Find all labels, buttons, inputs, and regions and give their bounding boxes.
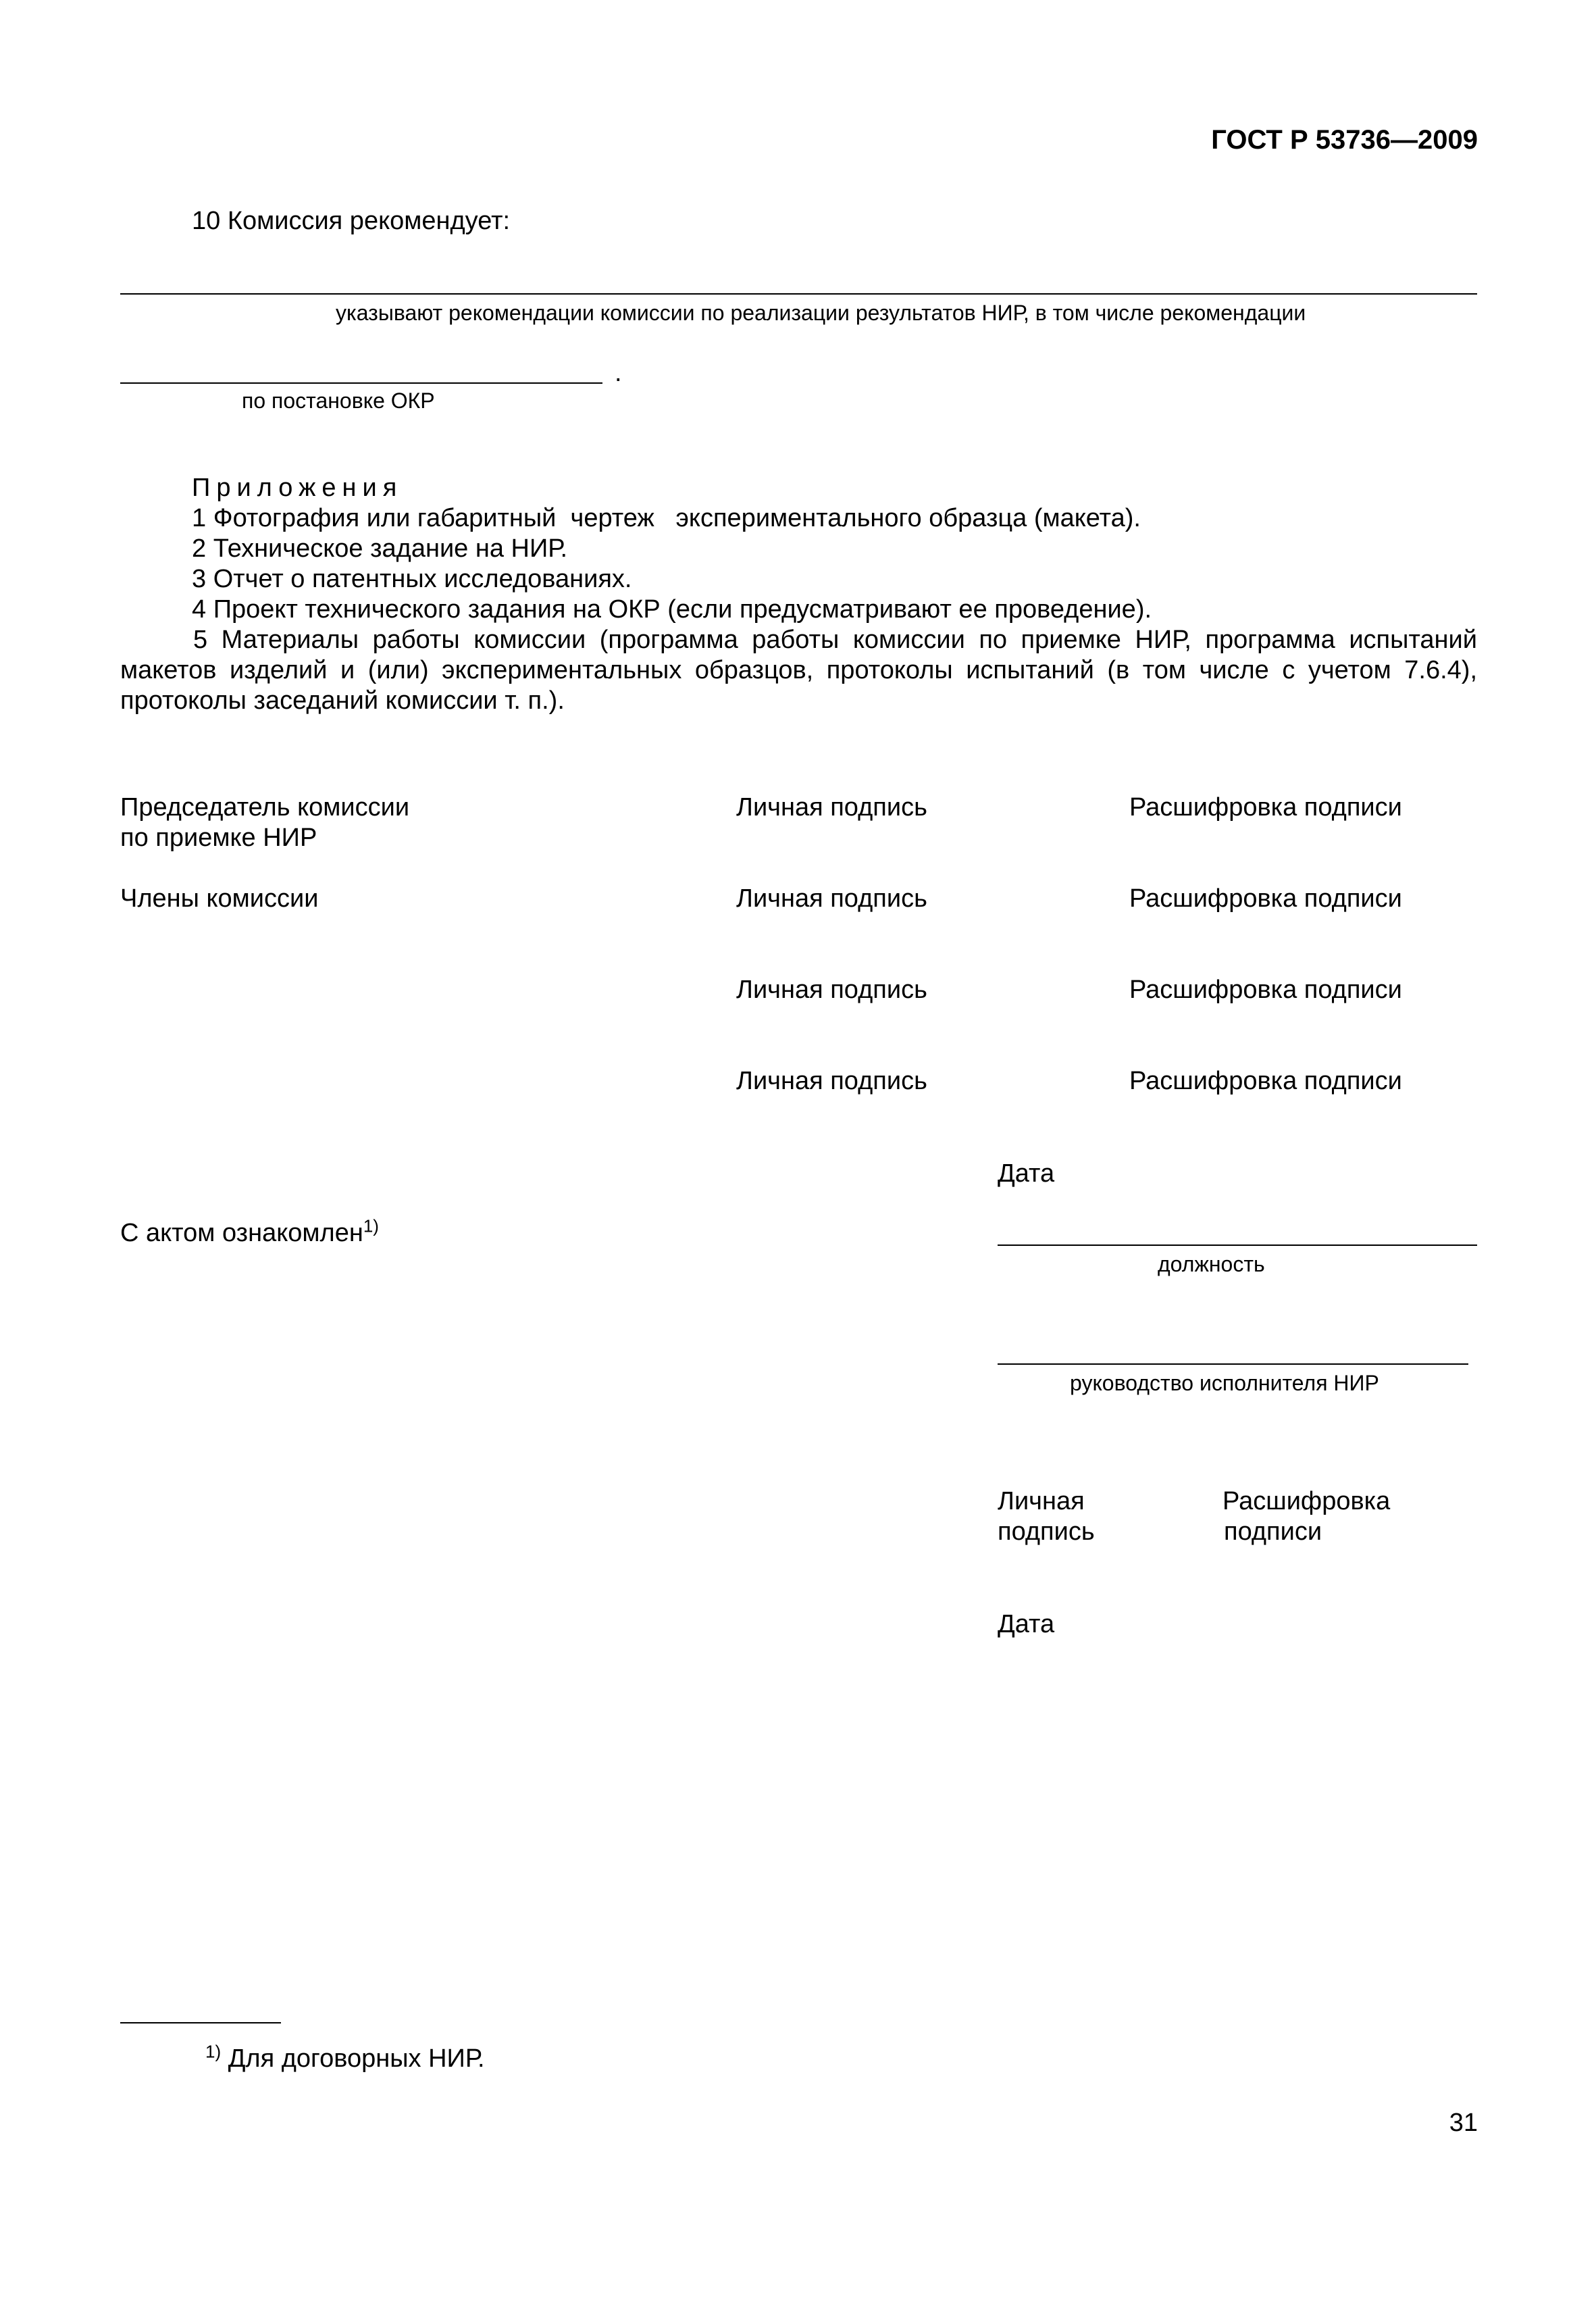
caption-management: руководство исполнителя НИР xyxy=(1070,1371,1379,1395)
signature-decoding-label: Расшифровка подписи xyxy=(1129,976,1402,1004)
appendix-item-2: 2 Техническое задание на НИР. xyxy=(192,534,568,563)
appendix-item-4: 4 Проект технического задания на ОКР (если предусматривают ее проведение). xyxy=(192,595,1152,624)
commission-date-label: Дата xyxy=(998,1159,1055,1188)
appendix-item-3: 3 Отчет о патентных исследованиях. xyxy=(192,565,632,593)
signature-decoding-label: Расшифровка подписи xyxy=(1129,793,1402,822)
fill-line-management xyxy=(998,1363,1468,1365)
acq-date-label: Дата xyxy=(998,1610,1055,1638)
fill-line-recommendations xyxy=(120,293,1477,295)
personal-signature-label: Личная подпись xyxy=(736,793,927,822)
caption-okr: по постановке ОКР xyxy=(242,388,435,413)
acq-decoding-line1: Расшифровка xyxy=(1222,1487,1391,1515)
item-10-title: 10 Комиссия рекомендует: xyxy=(192,207,511,235)
personal-signature-label: Личная подпись xyxy=(736,1067,927,1095)
page-number: 31 xyxy=(1449,2109,1478,2137)
chair-label-line1: Председатель комиссии xyxy=(120,793,410,822)
signature-decoding-label: Расшифровка подписи xyxy=(1129,884,1402,913)
caption-recommendations: указывают рекомендации комиссии по реализации результатов НИР, в том числе рекомендации xyxy=(336,301,1306,325)
appendix-item-5: 5 Материалы работы комиссии (программа работы комиссии по приемке НИР, программа испытаний макетов изделий и (или) экспериментальных образцов, протоколы испытаний (в том числе с учетом 7.6.4), протоколы заседаний комиссии т. п.). xyxy=(120,626,1477,715)
acq-decoding-line2: подписи xyxy=(1224,1517,1322,1546)
chair-label-line2: по приемке НИР xyxy=(120,824,317,852)
appendices-heading: Приложения xyxy=(192,474,403,502)
fill-line-position xyxy=(998,1244,1477,1246)
footnote-mark: 1) xyxy=(205,2041,222,2062)
signature-decoding-label: Расшифровка подписи xyxy=(1129,1067,1402,1095)
document-code: ГОСТ Р 53736—2009 xyxy=(1211,125,1478,155)
fill-line-okr-period: . xyxy=(615,359,622,387)
footnote-separator xyxy=(120,2022,281,2023)
members-label: Члены комиссии xyxy=(120,884,319,913)
acq-personal-line2: подпись xyxy=(998,1517,1095,1546)
footnote-text: Для договорных НИР. xyxy=(228,2044,485,2073)
acq-personal-line1: Личная xyxy=(998,1487,1085,1515)
personal-signature-label: Личная подпись xyxy=(736,884,927,913)
acquaintance-label xyxy=(120,1215,379,1249)
fill-line-okr xyxy=(120,382,602,384)
personal-signature-label: Личная подпись xyxy=(736,976,927,1004)
acquaintance-text: С актом ознакомлен xyxy=(120,1219,363,1247)
footnote-reference: 1) xyxy=(363,1215,379,1236)
footnote xyxy=(205,2041,485,2075)
appendix-item-1: 1 Фотография или габаритный чертеж экспериментального образца (макета). xyxy=(192,504,1141,532)
caption-position: должность xyxy=(1158,1252,1265,1276)
